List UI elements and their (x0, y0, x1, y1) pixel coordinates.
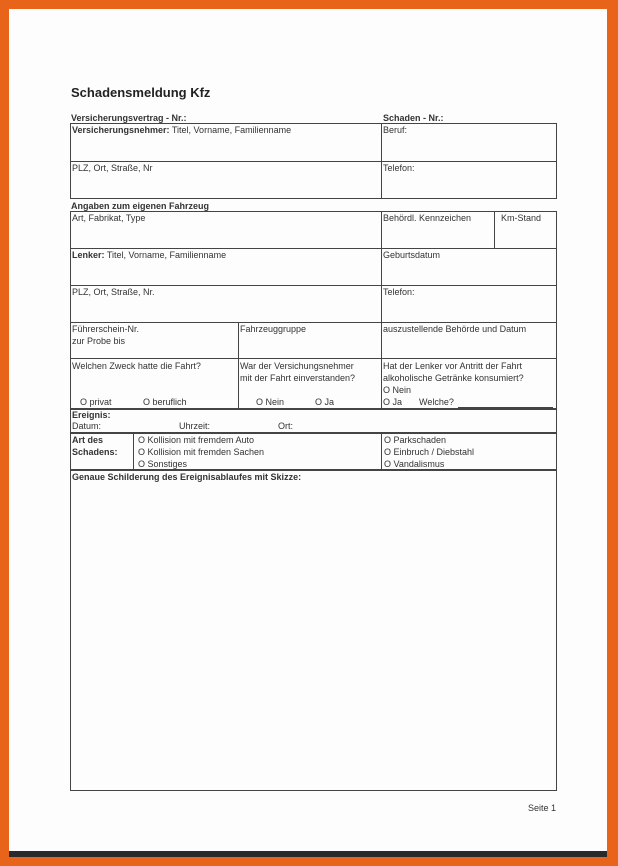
consent-yes-option[interactable]: O Ja (315, 397, 335, 407)
probation-field[interactable]: zur Probe bis (72, 336, 126, 346)
driver-phone-field[interactable]: Telefon: (383, 287, 415, 297)
vehicle-group-field[interactable]: Fahrzeuggruppe (240, 324, 307, 334)
policyholder-phone-field[interactable]: Telefon: (383, 163, 415, 173)
license-number-field[interactable]: Führerschein-Nr. (72, 324, 140, 334)
policyholder-address-field[interactable]: PLZ, Ort, Straße, Nr (72, 163, 153, 173)
consent-no-option[interactable]: O Nein (256, 397, 285, 407)
vandalism-option[interactable]: O Vandalismus (384, 459, 445, 469)
event-label: Ereignis: (72, 410, 111, 420)
policyholder-label-detail: Titel, Vorname, Familienname (169, 125, 292, 135)
event-date-field[interactable]: Datum: (72, 421, 102, 431)
consent-question-line1: War der Versichungsnehmer (240, 361, 354, 371)
alcohol-no-option[interactable]: O Nein (383, 385, 412, 395)
purpose-private-option[interactable]: O privat (80, 397, 112, 407)
divider (70, 248, 557, 249)
license-plate-field[interactable]: Behördl. Kennzeichen (383, 213, 472, 223)
damage-type-label-line1: Art des (72, 435, 104, 445)
vehicle-section-title: Angaben zum eigenen Fahrzeug (71, 201, 210, 211)
divider (133, 433, 134, 470)
divider (381, 211, 382, 409)
parking-damage-option[interactable]: O Parkschaden (384, 435, 447, 445)
birth-date-field[interactable]: Geburtsdatum (383, 250, 441, 260)
alcohol-yes-option[interactable]: O Ja (383, 397, 403, 407)
issuing-authority-field[interactable]: auszustellende Behörde und Datum (383, 324, 527, 334)
driver-address-field[interactable]: PLZ, Ort, Straße, Nr. (72, 287, 155, 297)
alcohol-question-line2: alkoholische Getränke konsumiert? (383, 373, 524, 383)
policyholder-label: Versicherungsnehmer: (72, 125, 170, 135)
form-title: Schadensmeldung Kfz (71, 85, 211, 100)
description-label: Genaue Schilderung des Ereignisablaufes mit Skizze: (72, 472, 302, 482)
trip-purpose-question: Welchen Zweck hatte die Fahrt? (72, 361, 201, 371)
policyholder-name-field[interactable] (72, 125, 291, 136)
mileage-field[interactable]: Km-Stand (501, 213, 542, 223)
divider (70, 322, 557, 323)
event-time-field[interactable]: Uhrzeit: (179, 421, 211, 431)
form-page (9, 9, 607, 851)
alcohol-which-line[interactable] (458, 407, 553, 408)
divider (70, 161, 557, 162)
divider (70, 285, 557, 286)
alcohol-question-line1: Hat der Lenker vor Antritt der Fahrt (383, 361, 523, 371)
alcohol-which-label: Welche? (419, 397, 454, 407)
bottom-edge (9, 851, 607, 857)
vehicle-type-field[interactable]: Art, Fabrikat, Type (72, 213, 146, 223)
divider (70, 358, 557, 359)
damage-type-label-line2: Schadens: (72, 447, 118, 457)
divider (381, 433, 382, 470)
occupation-field[interactable]: Beruf: (383, 125, 408, 135)
divider (238, 322, 239, 409)
collision-objects-option[interactable]: O Kollision mit fremden Sachen (138, 447, 265, 457)
burglary-option[interactable]: O Einbruch / Diebstahl (384, 447, 475, 457)
description-box[interactable] (70, 470, 557, 791)
event-box (70, 409, 557, 433)
claim-number-label: Schaden - Nr.: (383, 113, 444, 123)
driver-label: Lenker: (72, 250, 105, 260)
divider (381, 123, 382, 199)
event-place-field[interactable]: Ort: (278, 421, 293, 431)
driver-name-field[interactable] (72, 250, 226, 261)
collision-car-option[interactable]: O Kollision mit fremdem Auto (138, 435, 255, 445)
driver-label-detail: Titel, Vorname, Familienname (104, 250, 227, 260)
contract-number-label: Versicherungsvertrag - Nr.: (71, 113, 187, 123)
consent-question-line2: mit der Fahrt einverstanden? (240, 373, 356, 383)
purpose-business-option[interactable]: O beruflich (143, 397, 187, 407)
other-option[interactable]: O Sonstiges (138, 459, 188, 469)
page-number: Seite 1 (528, 803, 557, 813)
divider (494, 211, 495, 248)
